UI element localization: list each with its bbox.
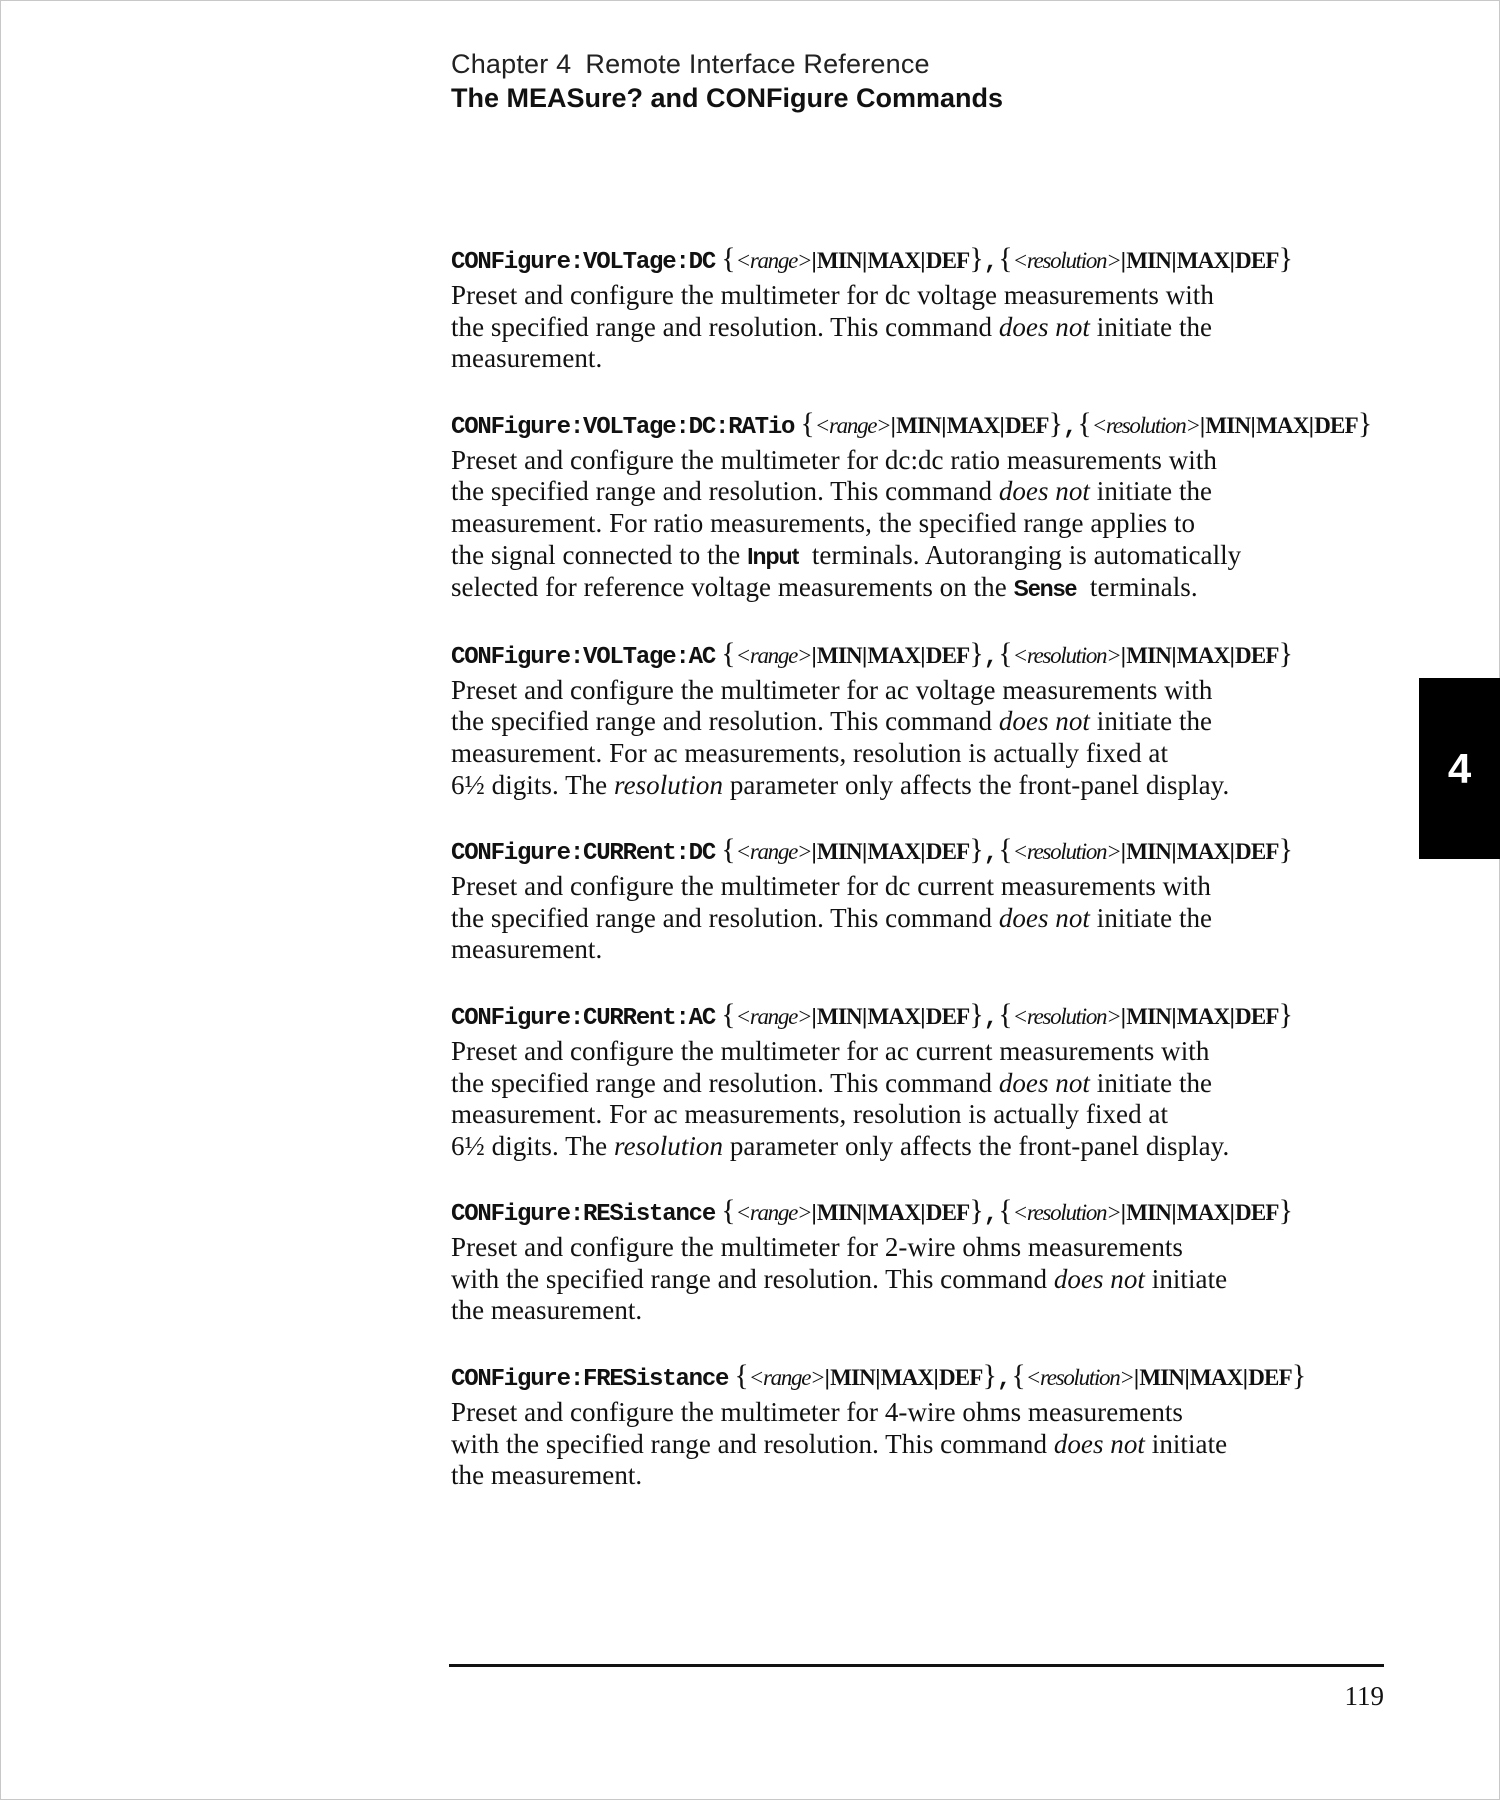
bar: | — [811, 1200, 817, 1226]
max-keyword: MAX — [1176, 1200, 1230, 1226]
range-param: <range> — [735, 839, 812, 865]
description-line: measurement. — [451, 343, 603, 374]
min-keyword: MIN — [830, 1365, 875, 1391]
brace-close: } — [969, 242, 984, 275]
description-line: Preset and configure the multimeter for dc voltage measurements with — [451, 280, 1214, 310]
comma: , — [983, 1004, 999, 1032]
brace-open: { — [721, 833, 736, 867]
brace-open: { — [998, 997, 1013, 1031]
comma: , — [983, 249, 999, 276]
min-keyword: MIN — [1139, 1365, 1185, 1391]
brace-open: { — [998, 636, 1013, 670]
brace-close: } — [969, 636, 984, 670]
description-line — [451, 1068, 1391, 1100]
command-name: CONFigure:VOLTage:AC — [451, 643, 716, 671]
text: with the specified range and resolution. This command — [451, 1428, 1054, 1459]
command-entry-voltage-dc — [451, 241, 1391, 375]
def-keyword: DEF — [1314, 412, 1358, 438]
brace-close: } — [1048, 406, 1063, 440]
bar: | — [920, 839, 926, 865]
range-param: <range> — [814, 412, 891, 438]
description-line — [451, 706, 1391, 738]
resolution-param: <resolution> — [1012, 248, 1121, 273]
bar: | — [1250, 412, 1256, 438]
brace-close: } — [1278, 997, 1294, 1031]
bar: | — [1171, 248, 1177, 273]
description-line — [451, 1429, 1391, 1461]
emphasis: does not — [998, 476, 1090, 507]
comma: , — [983, 643, 999, 671]
emphasis: does not — [998, 311, 1090, 342]
description-line: Preset and configure the multimeter for 2-wire ohms measurements — [451, 1232, 1183, 1263]
text: initiate the — [1096, 1067, 1213, 1098]
brace-close: } — [1357, 406, 1373, 440]
min-keyword: MIN — [816, 642, 862, 668]
command-syntax — [451, 636, 1391, 675]
command-syntax — [451, 1193, 1391, 1232]
text: the specified range and resolution. This command — [451, 311, 999, 342]
text: initiate — [1151, 1263, 1228, 1294]
def-keyword: DEF — [925, 1003, 970, 1029]
min-keyword: MIN — [816, 1003, 862, 1029]
bar: | — [811, 839, 817, 865]
brace-close: } — [1278, 833, 1294, 867]
def-keyword: DEF — [1004, 412, 1049, 438]
command-syntax — [451, 832, 1391, 871]
text: parameter only affects the front-panel display. — [729, 1130, 1230, 1161]
command-entry-voltage-ac — [451, 636, 1391, 801]
bar: | — [861, 1003, 868, 1029]
command-description — [451, 1036, 1391, 1162]
brace-open: { — [998, 833, 1013, 867]
description-line: Preset and configure the multimeter for dc:dc ratio measurements with — [451, 444, 1217, 475]
min-keyword: MIN — [896, 412, 941, 438]
text: 6½ digits. The — [451, 769, 615, 800]
min-keyword: MIN — [1126, 839, 1172, 865]
command-name: CONFigure:FRESistance — [451, 1366, 729, 1394]
command-name: CONFigure:VOLTage:DC — [451, 249, 716, 276]
emphasis: does not — [998, 902, 1090, 933]
brace-open: { — [721, 997, 736, 1031]
text: the specified range and resolution. This command — [451, 476, 999, 507]
max-keyword: MAX — [867, 248, 921, 273]
description-line — [451, 1264, 1391, 1296]
resolution-param: <resolution> — [1012, 839, 1121, 865]
def-keyword: DEF — [1235, 839, 1279, 865]
brace-open: { — [734, 1359, 749, 1393]
description-line — [451, 903, 1391, 935]
bar: | — [1171, 642, 1177, 668]
max-keyword: MAX — [867, 839, 921, 865]
brace-close: } — [1278, 1194, 1294, 1228]
emphasis: resolution — [614, 1130, 724, 1161]
command-name: CONFigure:CURRent:AC — [451, 1004, 716, 1032]
max-keyword: MAX — [867, 1003, 921, 1029]
min-keyword: MIN — [816, 839, 862, 865]
input-terminal-label: Input — [747, 542, 799, 569]
description-line — [451, 540, 1391, 573]
range-param: <range> — [735, 248, 812, 273]
bar: | — [1120, 642, 1127, 668]
bar: | — [1133, 1365, 1140, 1391]
brace-open: { — [1077, 406, 1092, 440]
text: initiate the — [1096, 902, 1213, 933]
bar: | — [890, 412, 897, 438]
text: the signal connected to the — [451, 539, 748, 570]
bar: | — [1229, 1003, 1236, 1029]
command-description — [451, 1397, 1391, 1492]
command-description — [451, 280, 1391, 375]
bar: | — [874, 1365, 881, 1391]
bar: | — [811, 1003, 817, 1029]
range-param: <range> — [735, 1003, 812, 1029]
comma: , — [996, 1366, 1012, 1394]
brace-open: { — [800, 406, 815, 440]
text: selected for reference voltage measurements on the — [451, 572, 1014, 603]
brace-close: } — [1278, 242, 1294, 275]
bar: | — [933, 1365, 939, 1391]
emphasis: resolution — [614, 769, 724, 800]
def-keyword: DEF — [1235, 248, 1279, 273]
bar: | — [1171, 839, 1177, 865]
description-line: the measurement. — [451, 1295, 643, 1326]
command-name: CONFigure:VOLTage:DC:RATio — [451, 413, 795, 441]
max-keyword: MAX — [1176, 248, 1230, 273]
description-line: measurement. For ac measurements, resolution is actually fixed at — [451, 737, 1169, 768]
min-keyword: MIN — [816, 248, 862, 273]
description-line — [451, 1131, 1391, 1163]
def-keyword: DEF — [925, 839, 970, 865]
bar: | — [1184, 1365, 1190, 1391]
description-line: Preset and configure the multimeter for ac voltage measurements with — [451, 674, 1213, 705]
max-keyword: MAX — [880, 1365, 934, 1391]
def-keyword: DEF — [1248, 1365, 1292, 1391]
resolution-param: <resolution> — [1012, 1200, 1121, 1226]
brace-open: { — [998, 1194, 1013, 1228]
max-keyword: MAX — [1255, 412, 1309, 438]
min-keyword: MIN — [1126, 642, 1172, 668]
bar: | — [1171, 1003, 1177, 1029]
brace-close: } — [982, 1359, 997, 1393]
command-description — [451, 445, 1391, 605]
bar: | — [811, 642, 817, 668]
def-keyword: DEF — [938, 1365, 983, 1391]
command-name: CONFigure:RESistance — [451, 1201, 716, 1229]
comma: , — [1062, 413, 1078, 441]
bar: | — [1229, 642, 1236, 668]
command-syntax — [451, 997, 1391, 1036]
command-list — [451, 241, 1391, 1523]
text: terminals. — [1089, 572, 1198, 603]
description-line: Preset and configure the multimeter for dc current measurements with — [451, 871, 1211, 902]
range-param: <range> — [735, 1200, 812, 1226]
def-keyword: DEF — [1235, 1200, 1279, 1226]
bar: | — [920, 1200, 926, 1226]
bar: | — [1120, 1200, 1127, 1226]
bar: | — [861, 642, 868, 668]
min-keyword: MIN — [1126, 1200, 1172, 1226]
bar: | — [1229, 248, 1236, 273]
command-entry-resistance — [451, 1193, 1391, 1327]
emphasis: does not — [998, 1067, 1090, 1098]
bar: | — [861, 839, 868, 865]
command-syntax — [451, 241, 1391, 280]
resolution-param: <resolution> — [1012, 642, 1121, 668]
emphasis: does not — [1053, 1428, 1145, 1459]
bar: | — [861, 1200, 868, 1226]
sense-terminal-label: Sense — [1013, 575, 1077, 602]
def-keyword: DEF — [1235, 1003, 1279, 1029]
bar: | — [1120, 839, 1127, 865]
bar: | — [1199, 412, 1206, 438]
bar: | — [1120, 1003, 1127, 1029]
bar: | — [1171, 1200, 1177, 1226]
min-keyword: MIN — [1126, 248, 1172, 273]
brace-open: { — [721, 636, 736, 670]
description-line: measurement. For ratio measurements, the specified range applies to — [451, 507, 1196, 538]
min-keyword: MIN — [1205, 412, 1251, 438]
description-line — [451, 572, 1391, 605]
description-line — [451, 312, 1391, 344]
section-title: The MEASure? and CONFigure Commands — [451, 83, 1004, 113]
command-description — [451, 1232, 1391, 1327]
range-param: <range> — [735, 642, 812, 668]
text: initiate the — [1096, 311, 1213, 342]
min-keyword: MIN — [816, 1200, 862, 1226]
bar: | — [1229, 1200, 1236, 1226]
text: initiate — [1151, 1428, 1228, 1459]
max-keyword: MAX — [867, 1200, 921, 1226]
description-line — [451, 476, 1391, 508]
resolution-param: <resolution> — [1091, 412, 1200, 438]
text: with the specified range and resolution. This command — [451, 1263, 1054, 1294]
command-syntax — [451, 406, 1391, 445]
command-name: CONFigure:CURRent:DC — [451, 840, 716, 868]
bar: | — [941, 412, 947, 438]
def-keyword: DEF — [1235, 642, 1279, 668]
emphasis: does not — [1053, 1263, 1145, 1294]
brace-open: { — [721, 242, 736, 275]
max-keyword: MAX — [1189, 1365, 1243, 1391]
command-entry-current-ac — [451, 997, 1391, 1162]
text: terminals. Autoranging is automatically — [811, 539, 1242, 570]
command-description — [451, 871, 1391, 966]
footer-rule — [449, 1664, 1384, 1667]
max-keyword: MAX — [1176, 1003, 1230, 1029]
text: the specified range and resolution. This command — [451, 902, 999, 933]
command-entry-voltage-dc-ratio — [451, 406, 1391, 605]
bar: | — [920, 248, 926, 273]
description-line — [451, 770, 1391, 802]
page-header — [451, 48, 1003, 116]
brace-close: } — [1291, 1359, 1307, 1393]
brace-close: } — [969, 833, 984, 867]
max-keyword: MAX — [867, 642, 921, 668]
def-keyword: DEF — [925, 248, 970, 273]
def-keyword: DEF — [925, 1200, 970, 1226]
command-entry-fresistance — [451, 1358, 1391, 1492]
command-description — [451, 675, 1391, 801]
max-keyword: MAX — [946, 412, 1000, 438]
emphasis: does not — [998, 706, 1090, 737]
comma: , — [983, 1201, 999, 1229]
bar: | — [824, 1365, 831, 1391]
text: initiate the — [1096, 706, 1213, 737]
description-line: measurement. For ac measurements, resolution is actually fixed at — [451, 1099, 1169, 1130]
brace-open: { — [998, 242, 1013, 275]
text: the specified range and resolution. This command — [451, 706, 999, 737]
chapter-heading — [451, 48, 1003, 80]
def-keyword: DEF — [925, 642, 970, 668]
text: 6½ digits. The — [451, 1130, 615, 1161]
brace-close: } — [1278, 636, 1294, 670]
text: the specified range and resolution. This command — [451, 1067, 999, 1098]
description-line: Preset and configure the multimeter for 4-wire ohms measurements — [451, 1397, 1183, 1428]
brace-open: { — [1011, 1359, 1026, 1393]
page-number: 119 — [1344, 1681, 1384, 1711]
description-line: Preset and configure the multimeter for ac current measurements with — [451, 1035, 1210, 1066]
range-param: <range> — [748, 1365, 825, 1391]
bar: | — [811, 248, 817, 273]
bar: | — [920, 642, 926, 668]
chapter-label: Chapter 4 — [451, 49, 572, 79]
max-keyword: MAX — [1176, 839, 1230, 865]
max-keyword: MAX — [1176, 642, 1230, 668]
bar: | — [861, 248, 868, 273]
command-entry-current-dc — [451, 832, 1391, 966]
chapter-title: Remote Interface Reference — [585, 49, 930, 79]
bar: | — [1308, 412, 1315, 438]
bar: | — [1120, 248, 1127, 273]
bar: | — [1229, 839, 1236, 865]
description-line: measurement. — [451, 934, 603, 965]
bar: | — [920, 1003, 926, 1029]
text: parameter only affects the front-panel display. — [729, 769, 1230, 800]
resolution-param: <resolution> — [1025, 1365, 1134, 1391]
resolution-param: <resolution> — [1012, 1003, 1121, 1029]
brace-close: } — [969, 997, 984, 1031]
chapter-tab: 4 — [1419, 678, 1500, 859]
min-keyword: MIN — [1126, 1003, 1172, 1029]
description-line: the measurement. — [451, 1460, 643, 1491]
brace-close: } — [969, 1194, 984, 1228]
comma: , — [983, 840, 999, 868]
brace-open: { — [721, 1194, 736, 1228]
text: initiate the — [1096, 476, 1213, 507]
bar: | — [1242, 1365, 1249, 1391]
command-syntax — [451, 1358, 1391, 1397]
bar: | — [999, 412, 1005, 438]
